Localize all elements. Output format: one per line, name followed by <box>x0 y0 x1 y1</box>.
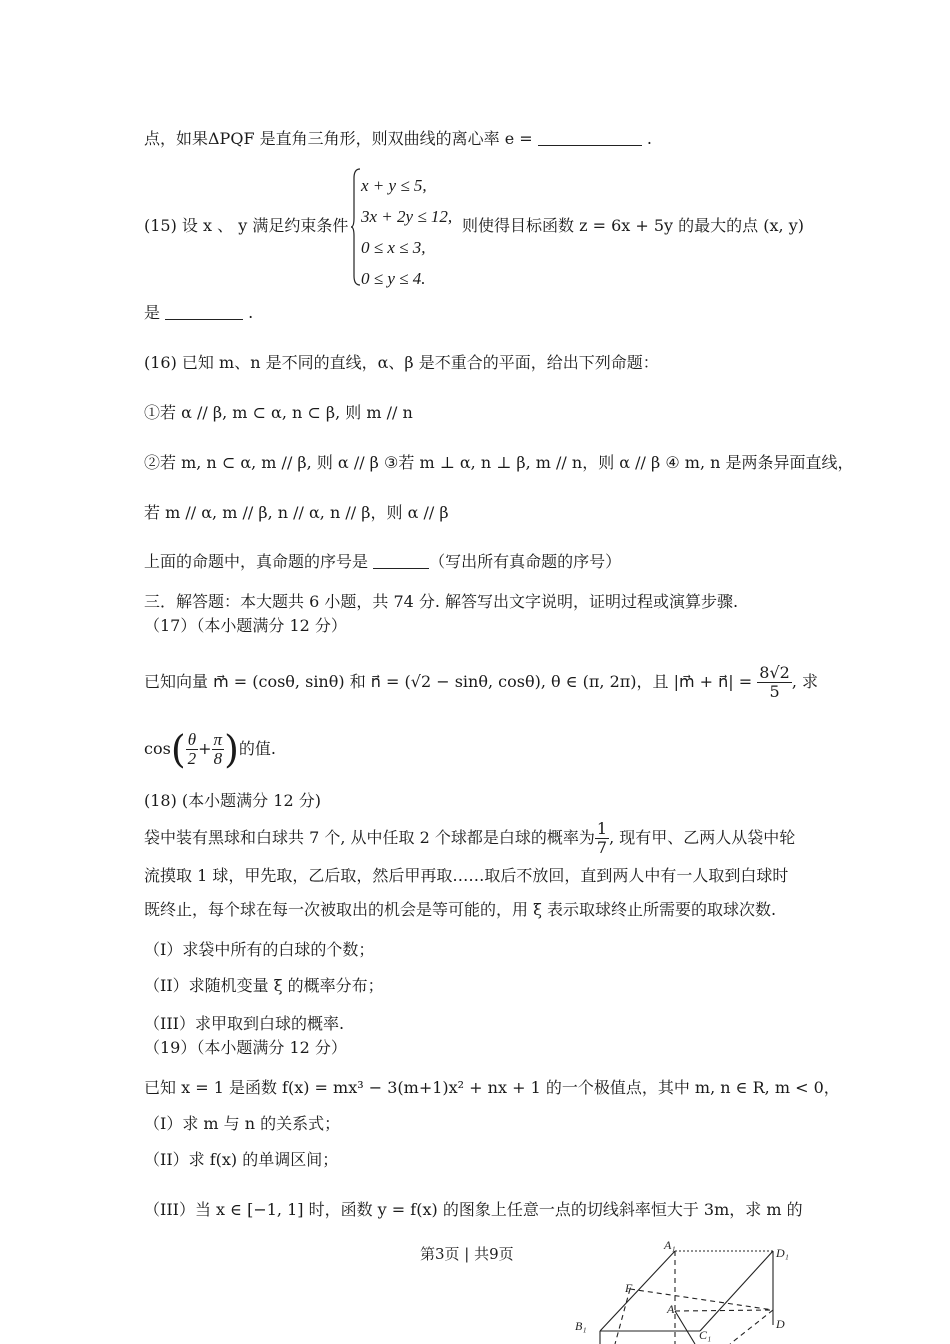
proposition-4-cont: 若 m // α, m // β, n // α, n // β，则 α // β <box>144 503 449 522</box>
fraction-pi-over-8: $\frac{\pi}{8}$ <box>213 730 223 768</box>
problem-17-target: cos( $\frac{\theta}{2}$ + $\frac{\pi}{8}$ )的值. <box>144 727 276 772</box>
brace-icon <box>351 168 361 286</box>
constraint-1: x + y ≤ 5, <box>361 176 427 195</box>
problem-17-stem: 已知向量 m⃗ = (cosθ, sinθ) 和 n⃗ = (√2 − sinθ, cosθ), θ ∈ (π, 2π)，且 |m⃗ + n⃗| = $\frac{8√2}{5}$ , 求 <box>144 663 819 701</box>
constraint-system <box>361 170 452 294</box>
label-F: F <box>625 1281 633 1295</box>
line-14-tail: 点，如果ΔPQF 是直角三角形，则双曲线的离心率 e = . <box>144 129 652 148</box>
answer-blank-15[interactable] <box>165 303 243 320</box>
label-D1: D₁ <box>776 1246 789 1260</box>
fraction-theta-over-2: $\frac{\theta}{2}$ <box>187 730 197 768</box>
label-C1: C₁ <box>699 1328 712 1342</box>
problem-19-heading: （19）（本小题满分 12 分） <box>144 1038 347 1057</box>
problem-16-question: 上面的命题中，真命题的序号是 （写出所有真命题的序号） <box>144 552 622 571</box>
problem-19-stem: 已知 x = 1 是函数 f(x) = mx³ − 3(m+1)x² + nx + 1 的一个极值点，其中 m, n ∈ R, m < 0， <box>144 1078 840 1097</box>
answer-blank-14[interactable] <box>538 129 642 146</box>
problem-18-line-3: 既终止，每个球在每一次被取出的机会是等可能的，用 ξ 表示取球终止所需要的取球次数. <box>144 900 777 919</box>
problem-18-line-1: 袋中装有黑球和白球共 7 个, 从中任取 2 个球都是白球的概率为 $\frac{1}{7}$ , 现有甲、乙两人从袋中轮 <box>144 819 796 857</box>
problem-19-part-2: （II）求 f(x) 的单调区间； <box>144 1150 339 1169</box>
problem-15-stem: (15) 设 x 、 y 满足约束条件 <box>144 216 349 235</box>
label-D: D <box>776 1317 785 1331</box>
constraint-2: 3x + 2y ≤ 12, <box>361 207 453 226</box>
fraction-1-over-7: $\frac{1}{7}$ <box>596 819 608 857</box>
problem-15-objective: 则使得目标函数 z = 6x + 5y 的最大的点 (x, y) <box>462 216 804 235</box>
problem-18-line-2: 流摸取 1 球，甲先取，乙后取，然后甲再取……取后不放回，直到两人中有一人取到白球时 <box>144 866 789 885</box>
label-B1: B₁ <box>575 1319 587 1333</box>
section-3-heading: 三．解答题：本大题共 6 小题，共 74 分. 解答写出文字说明，证明过程或演算步骤. <box>144 592 739 611</box>
problem-16-stem: (16) 已知 m、n 是不同的直线，α、β 是不重合的平面，给出下列命题： <box>144 353 659 372</box>
proposition-1: ①若 α // β, m ⊂ α, n ⊂ β, 则 m // n <box>144 403 413 422</box>
problem-18-part-1: （I）求袋中所有的白球的个数； <box>144 940 375 959</box>
answer-blank-16[interactable] <box>373 552 429 569</box>
label-A: A <box>667 1302 675 1316</box>
page-footer: 第3页 | 共9页 <box>420 1245 514 1263</box>
problem-17-heading: （17）（本小题满分 12 分） <box>144 616 347 635</box>
problem-18-heading: (18) (本小题满分 12 分) <box>144 791 321 810</box>
proposition-2-3-4: ②若 m, n ⊂ α, m // β, 则 α // β ③若 m ⊥ α, n ⊥ β, m // n，则 α // β ④ m, n 是两条异面直线， <box>144 453 854 472</box>
constraint-3: 0 ≤ x ≤ 3, <box>361 238 426 257</box>
problem-18-part-2: （II）求随机变量 ξ 的概率分布； <box>144 976 384 995</box>
fraction-8root2-over-5: $\frac{8√2}{5}$ <box>759 663 790 701</box>
problem-19-part-1: （I）求 m 与 n 的关系式； <box>144 1114 341 1133</box>
constraint-4: 0 ≤ y ≤ 4. <box>361 269 426 288</box>
problem-15-answer: 是 . <box>144 303 254 322</box>
problem-19-part-3: （III）当 x ∈ [−1, 1] 时，函数 y = f(x) 的图象上任意一点的切线斜率恒大于 3m，求 m 的 <box>144 1200 803 1219</box>
prism-figure <box>570 1235 800 1344</box>
label-A1: A₁ <box>664 1238 676 1252</box>
problem-18-part-3: （III）求甲取到白球的概率. <box>144 1014 345 1033</box>
